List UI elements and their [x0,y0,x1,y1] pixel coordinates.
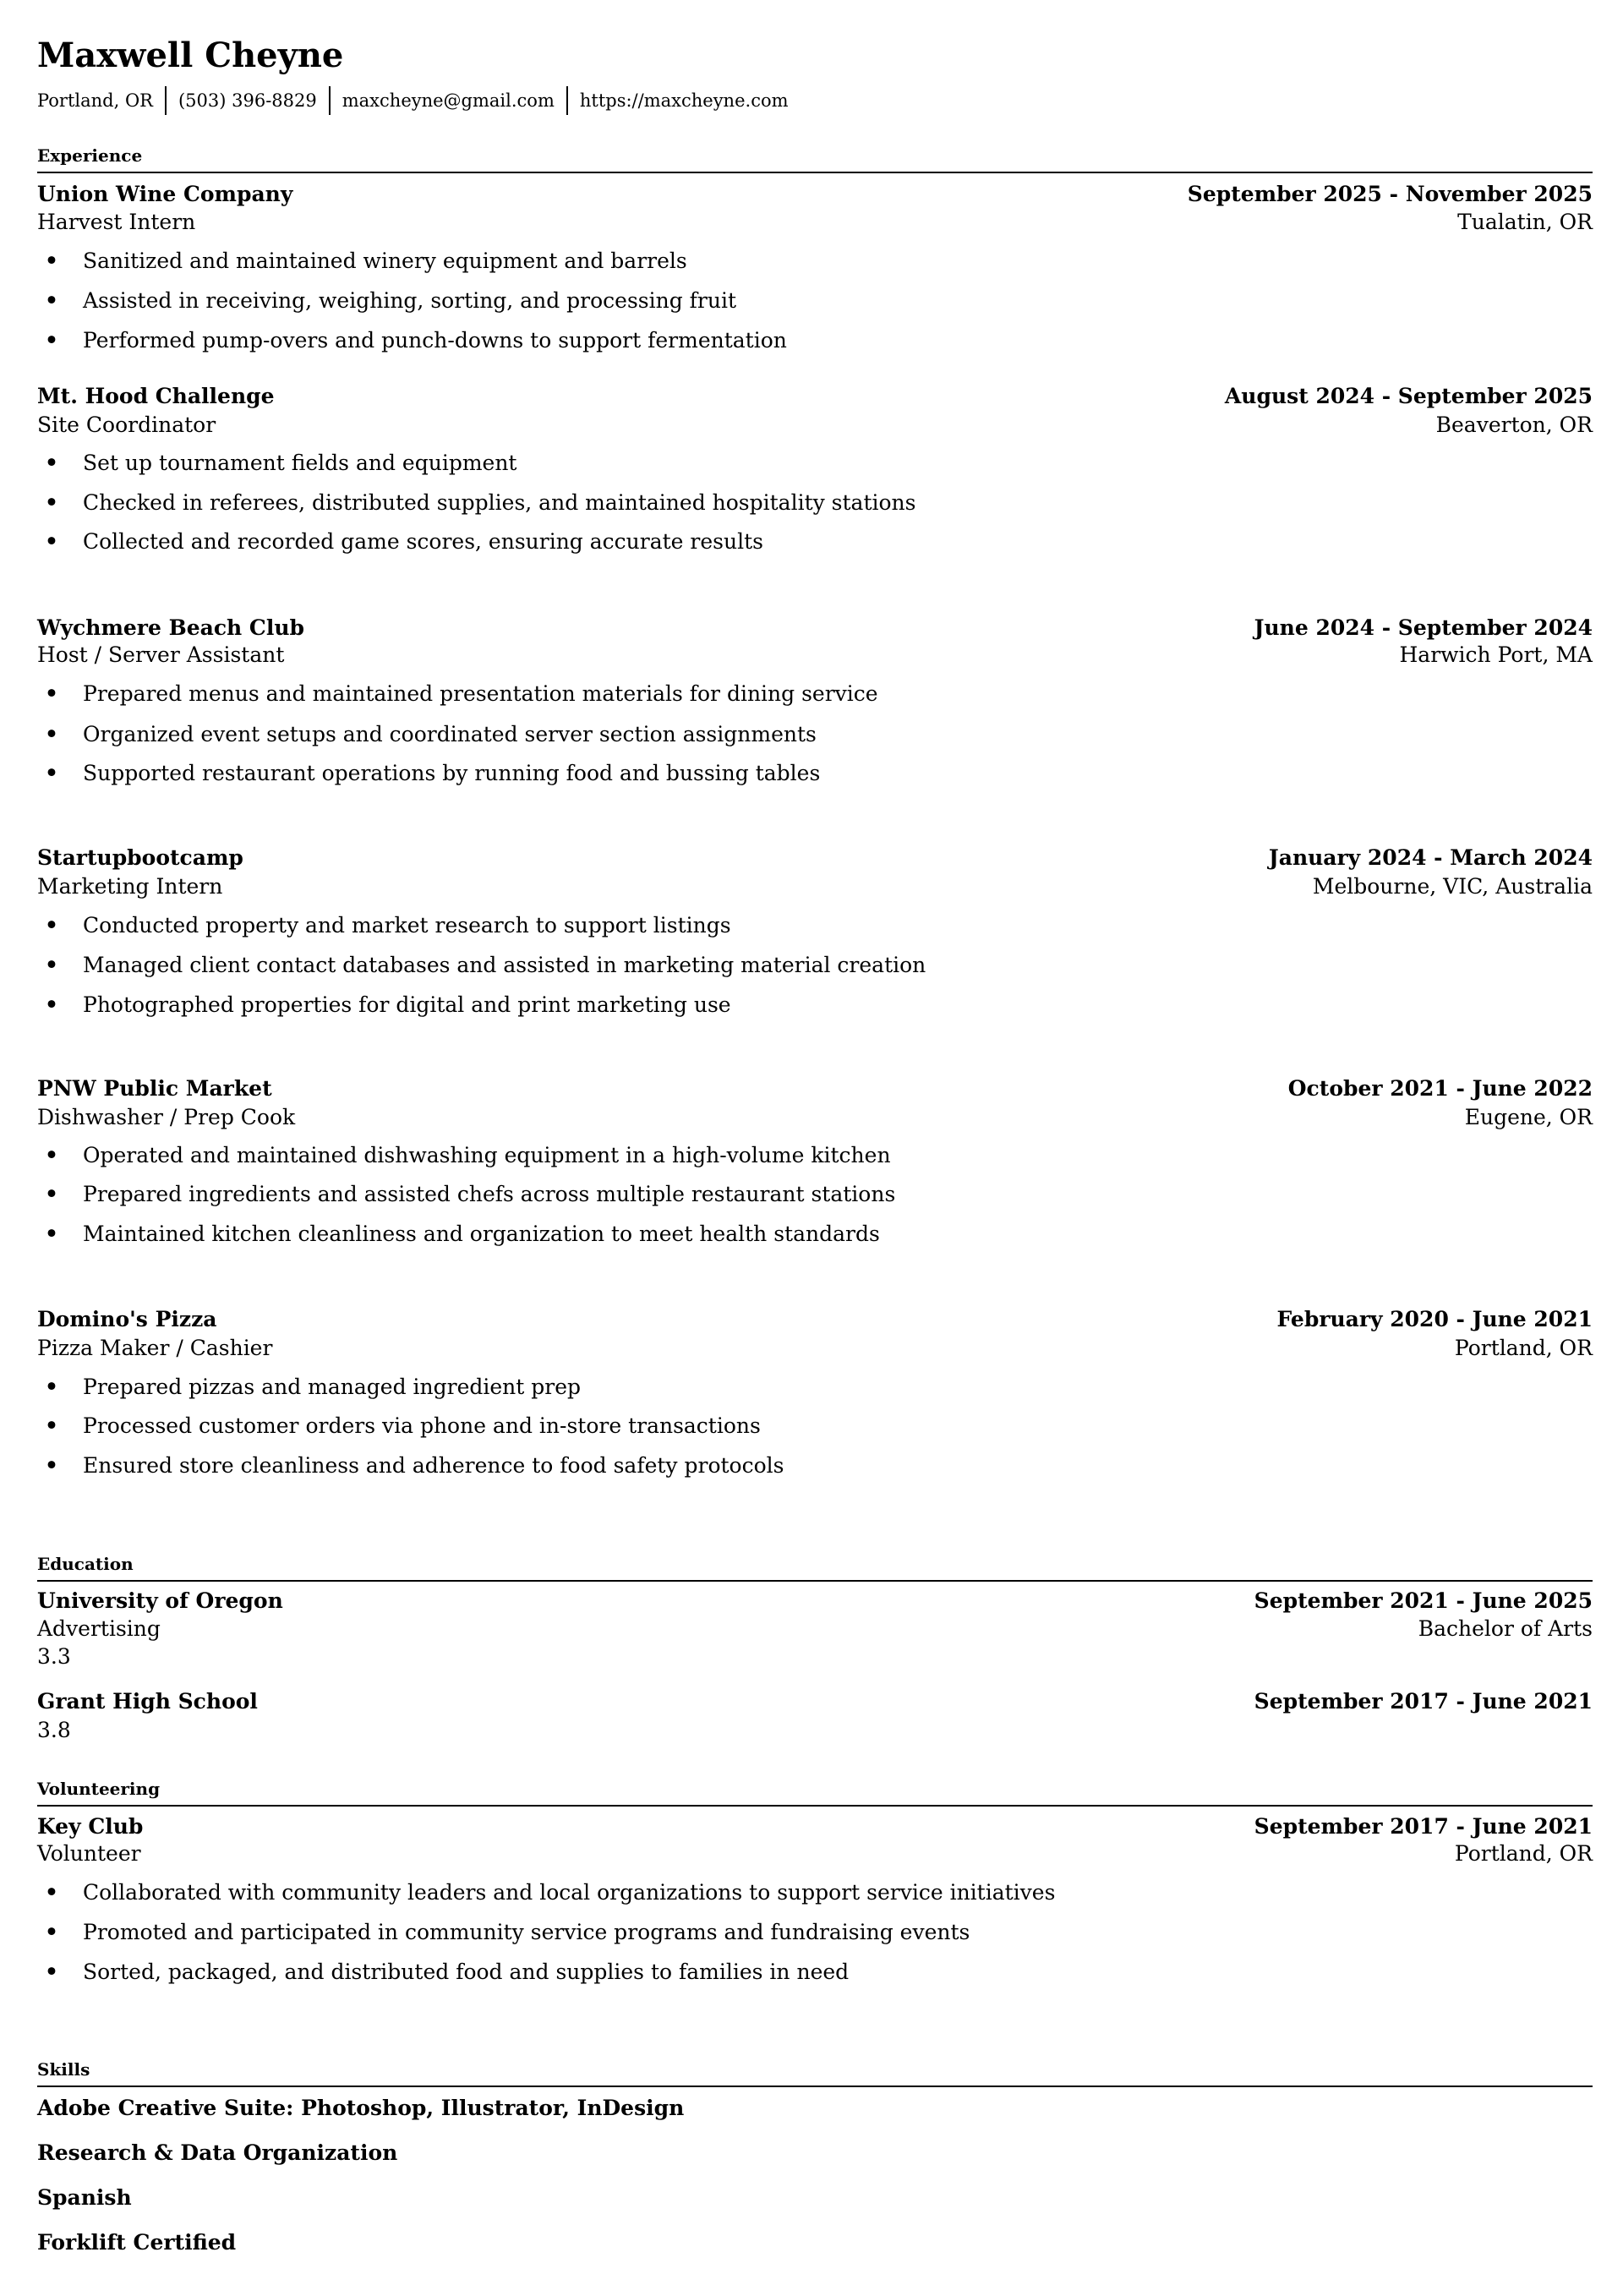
contact-website[interactable]: https://maxcheyne.com [566,86,801,115]
bullet-text: Collected and recorded game scores, ensuring accurate results [83,529,763,554]
bullet-item: • Ensured store cleanliness and adherence to food safety protocols [37,1451,1593,1480]
bullet-item: • Maintained kitchen cleanliness and organization to meet health standards [37,1220,1593,1249]
volunteer-role: Volunteer [37,1841,141,1866]
skill-item: Adobe Creative Suite: Photoshop, Illustrator, InDesign [37,2096,685,2120]
education-section-header [37,1544,1593,1582]
volunteer-dates: September 2017 - June 2021 [1254,1814,1593,1839]
bullet-item: • Photographed properties for digital and print marketing use [37,991,1593,1020]
job-role: Pizza Maker / Cashier [37,1336,273,1360]
bullet-text: Photographed properties for digital and print marketing use [83,992,731,1017]
job-dates: September 2025 - November 2025 [1187,182,1593,206]
job-dates: June 2024 - September 2024 [1254,615,1593,640]
bullet-item: • Sorted, packaged, and distributed food and supplies to families in need [37,1958,1593,1987]
education-gpa [37,1716,1593,1745]
volunteer-subheader [37,1840,1593,1868]
bullet-item: • Prepared ingredients and assisted chefs across multiple restaurant stations [37,1180,1593,1209]
job-company: Domino's Pizza [37,1307,217,1331]
bullet-text: Processed customer orders via phone and in-store transactions [83,1413,761,1438]
bullet-text: Sorted, packaged, and distributed food and supplies to families in need [83,1960,850,1984]
bullet-item: • Managed client contact databases and assisted in marketing material creation [37,951,1593,980]
education-dates: September 2017 - June 2021 [1254,1689,1593,1714]
education-subheader [37,1615,1593,1643]
volunteer-location: Portland, OR [1454,1841,1593,1866]
contact-location: Portland, OR [37,90,153,111]
bullet-item: • Promoted and participated in community service programs and fundraising events [37,1918,1593,1947]
bullet-text: Performed pump-overs and punch-downs to support fermentation [83,328,787,353]
bullet-item: • Processed customer orders via phone and in-store transactions [37,1412,1593,1440]
job-location: Beaverton, OR [1435,413,1593,437]
job-dates: February 2020 - June 2021 [1276,1307,1593,1331]
skills-section-header [37,2049,1593,2087]
job-role: Harvest Intern [37,210,196,234]
bullet-item: • Collected and recorded game scores, ensuring accurate results [37,528,1593,556]
job-header [37,1305,1593,1334]
bullet-text: Managed client contact databases and assisted in marketing material creation [83,953,926,977]
education-gpa [37,1643,1593,1671]
job-header [37,844,1593,872]
skill-item: Research & Data Organization [37,2140,398,2165]
bullet-item: • Set up tournament fields and equipment [37,449,1593,478]
bullet-text: Organized event setups and coordinated server section assignments [83,722,817,746]
job-subheader [37,208,1593,237]
job-header [37,180,1593,209]
contact-info [37,86,801,115]
job-subheader [37,1334,1593,1363]
job-subheader [37,641,1593,670]
job-role: Site Coordinator [37,413,216,437]
bullet-item: • Assisted in receiving, weighing, sorting, and processing fruit [37,287,1593,315]
job-subheader [37,1103,1593,1132]
bullet-item: • Conducted property and market research to support listings [37,911,1593,940]
job-role: Dishwasher / Prep Cook [37,1105,296,1129]
job-subheader [37,872,1593,901]
job-company: Union Wine Company [37,182,293,206]
bullet-item: • Performed pump-overs and punch-downs to support fermentation [37,326,1593,355]
bullet-text: Prepared menus and maintained presentation materials for dining service [83,681,878,706]
job-header [37,382,1593,411]
bullet-text: Prepared pizzas and managed ingredient prep [83,1375,582,1399]
education-header [37,1587,1593,1615]
job-company: PNW Public Market [37,1076,272,1101]
job-location: Eugene, OR [1464,1105,1593,1129]
bullet-text: Ensured store cleanliness and adherence to food safety protocols [83,1453,784,1478]
job-location: Melbourne, VIC, Australia [1312,874,1593,899]
bullet-text: Prepared ingredients and assisted chefs across multiple restaurant stations [83,1182,896,1206]
section-title: Experience [37,145,143,166]
job-dates: August 2024 - September 2025 [1224,384,1593,408]
skill-item: Forklift Certified [37,2230,237,2255]
skill-item: Spanish [37,2185,132,2210]
job-role: Marketing Intern [37,874,223,899]
education-field: Advertising [37,1616,161,1641]
education-header [37,1687,1593,1716]
bullet-text: Assisted in receiving, weighing, sorting, and processing fruit [83,288,736,313]
job-location: Portland, OR [1454,1336,1593,1360]
bullet-item: • Collaborated with community leaders and local organizations to support service initiatives [37,1878,1593,1907]
volunteer-org: Key Club [37,1814,144,1839]
section-title: Skills [37,2059,90,2080]
job-company: Mt. Hood Challenge [37,384,275,408]
bullet-text: Checked in referees, distributed supplies, and maintained hospitality stations [83,490,916,515]
education-school: University of Oregon [37,1588,283,1613]
education-school: Grant High School [37,1689,258,1714]
job-header [37,1074,1593,1103]
volunteer-header [37,1812,1593,1841]
job-company: Wychmere Beach Club [37,615,304,640]
candidate-name: Maxwell Cheyne [37,36,344,75]
job-location: Tualatin, OR [1457,210,1593,234]
contact-email[interactable]: maxcheyne@gmail.com [329,86,566,115]
contact-phone[interactable]: (503) 396-8829 [165,86,329,115]
bullet-item: • Prepared menus and maintained presentation materials for dining service [37,680,1593,708]
job-location: Harwich Port, MA [1399,642,1593,667]
bullet-text: Promoted and participated in community service programs and fundraising events [83,1920,970,1944]
bullet-item: • Sanitized and maintained winery equipment and barrels [37,247,1593,276]
bullet-item: • Operated and maintained dishwashing equipment in a high-volume kitchen [37,1141,1593,1170]
bullet-item: • Supported restaurant operations by running food and bussing tables [37,759,1593,788]
job-role: Host / Server Assistant [37,642,285,667]
bullet-text: Set up tournament fields and equipment [83,451,517,475]
experience-section-header [37,135,1593,173]
job-dates: October 2021 - June 2022 [1287,1076,1593,1101]
bullet-text: Supported restaurant operations by running food and bussing tables [83,761,821,785]
job-header [37,614,1593,642]
job-subheader [37,411,1593,440]
job-company: Startupbootcamp [37,845,243,870]
bullet-item: • Checked in referees, distributed supplies, and maintained hospitality stations [37,489,1593,517]
bullet-item: • Prepared pizzas and managed ingredient prep [37,1373,1593,1402]
education-degree: Bachelor of Arts [1418,1616,1593,1641]
bullet-text: Collaborated with community leaders and local organizations to support service initiatives [83,1880,1056,1905]
section-title: Education [37,1554,134,1574]
section-title: Volunteering [37,1779,161,1799]
gpa-value: 3.3 [37,1644,71,1669]
bullet-text: Sanitized and maintained winery equipment and barrels [83,249,687,273]
gpa-value: 3.8 [37,1718,71,1742]
education-dates: September 2021 - June 2025 [1254,1588,1593,1613]
bullet-text: Maintained kitchen cleanliness and organization to meet health standards [83,1222,880,1246]
bullet-item: • Organized event setups and coordinated server section assignments [37,720,1593,749]
bullet-text: Conducted property and market research to support listings [83,913,731,938]
volunteering-section-header [37,1768,1593,1807]
job-dates: January 2024 - March 2024 [1268,845,1593,870]
bullet-text: Operated and maintained dishwashing equipment in a high-volume kitchen [83,1143,891,1167]
